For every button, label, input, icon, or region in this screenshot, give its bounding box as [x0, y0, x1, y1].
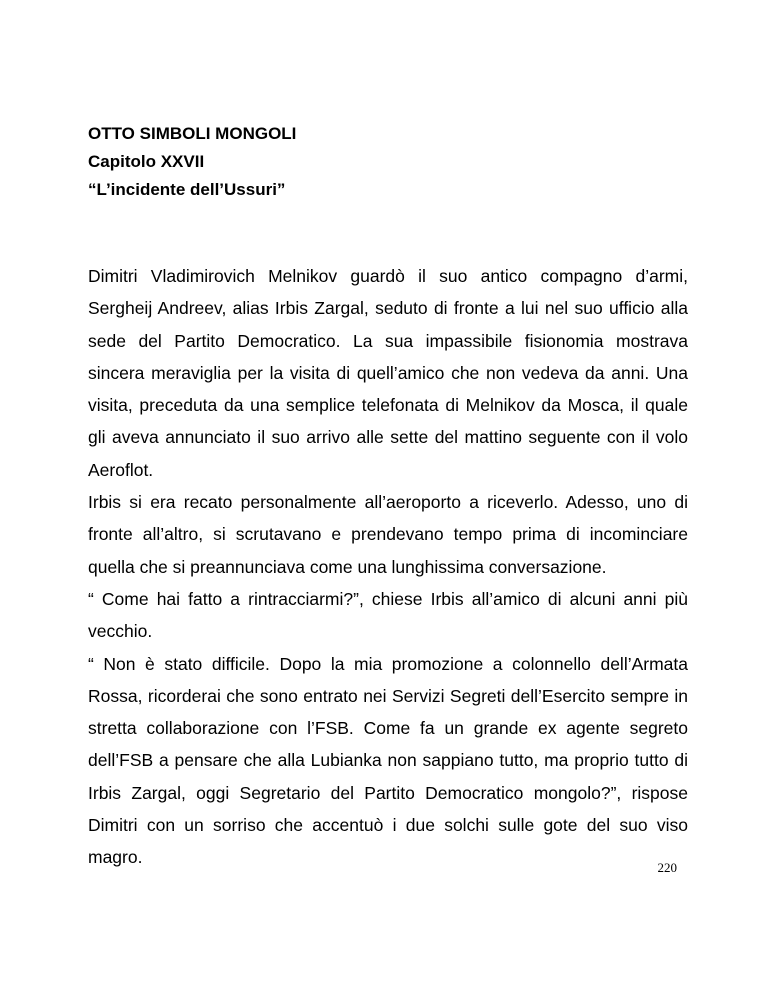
body-text: [88, 260, 688, 874]
paragraph: “ Come hai fatto a rintracciarmi?”, chiese Irbis all’amico di alcuni anni più vecchio.: [88, 588, 688, 642]
page-number: 220: [657, 860, 677, 875]
paragraph: Dimitri Vladimirovich Melnikov guardò il suo antico compagno d’armi, Sergheij Andreev, alias Irbis Zargal, seduto di fronte a lui nel suo ufficio alla sede del Partito Democratico. La sua impassibile fisionomia mostrava sincera meraviglia per la visita di quell’amico che non vedeva da anni. Una visita, preceduta da una semplice telefonata di Melnikov da Mosca, il quale gli aveva annunciato il suo arrivo alle sette del mattino seguente con il volo Aeroflot.: [88, 266, 688, 480]
chapter-number: Capitolo XXVII: [88, 152, 205, 171]
paragraph: Irbis si era recato personalmente all’aeroporto a riceverlo. Adesso, uno di fronte all’altro, si scrutavano e prendevano tempo prima di incominciare quella che si preannunciava come una lunghissima conversazione.: [88, 492, 688, 577]
paragraph: “ Non è stato difficile. Dopo la mia promozione a colonnello dell’Armata Rossa, ricorderai che sono entrato nei Servizi Segreti dell’Esercito sempre in stretta collaborazione con l’FSB. Come fa un grande ex agente segreto dell’FSB a pensare che alla Lubianka non sappiano tutto, ma proprio tutto di Irbis Zargal, oggi Segretario del Partito Democratico mongolo?”, rispose Dimitri con un sorriso che accentuò i due solchi sulle gote del suo viso magro.: [88, 653, 688, 868]
book-title: OTTO SIMBOLI MONGOLI: [88, 124, 297, 143]
heading-block: [88, 120, 688, 204]
chapter-title: “L’incidente dell’Ussuri”: [88, 180, 286, 199]
